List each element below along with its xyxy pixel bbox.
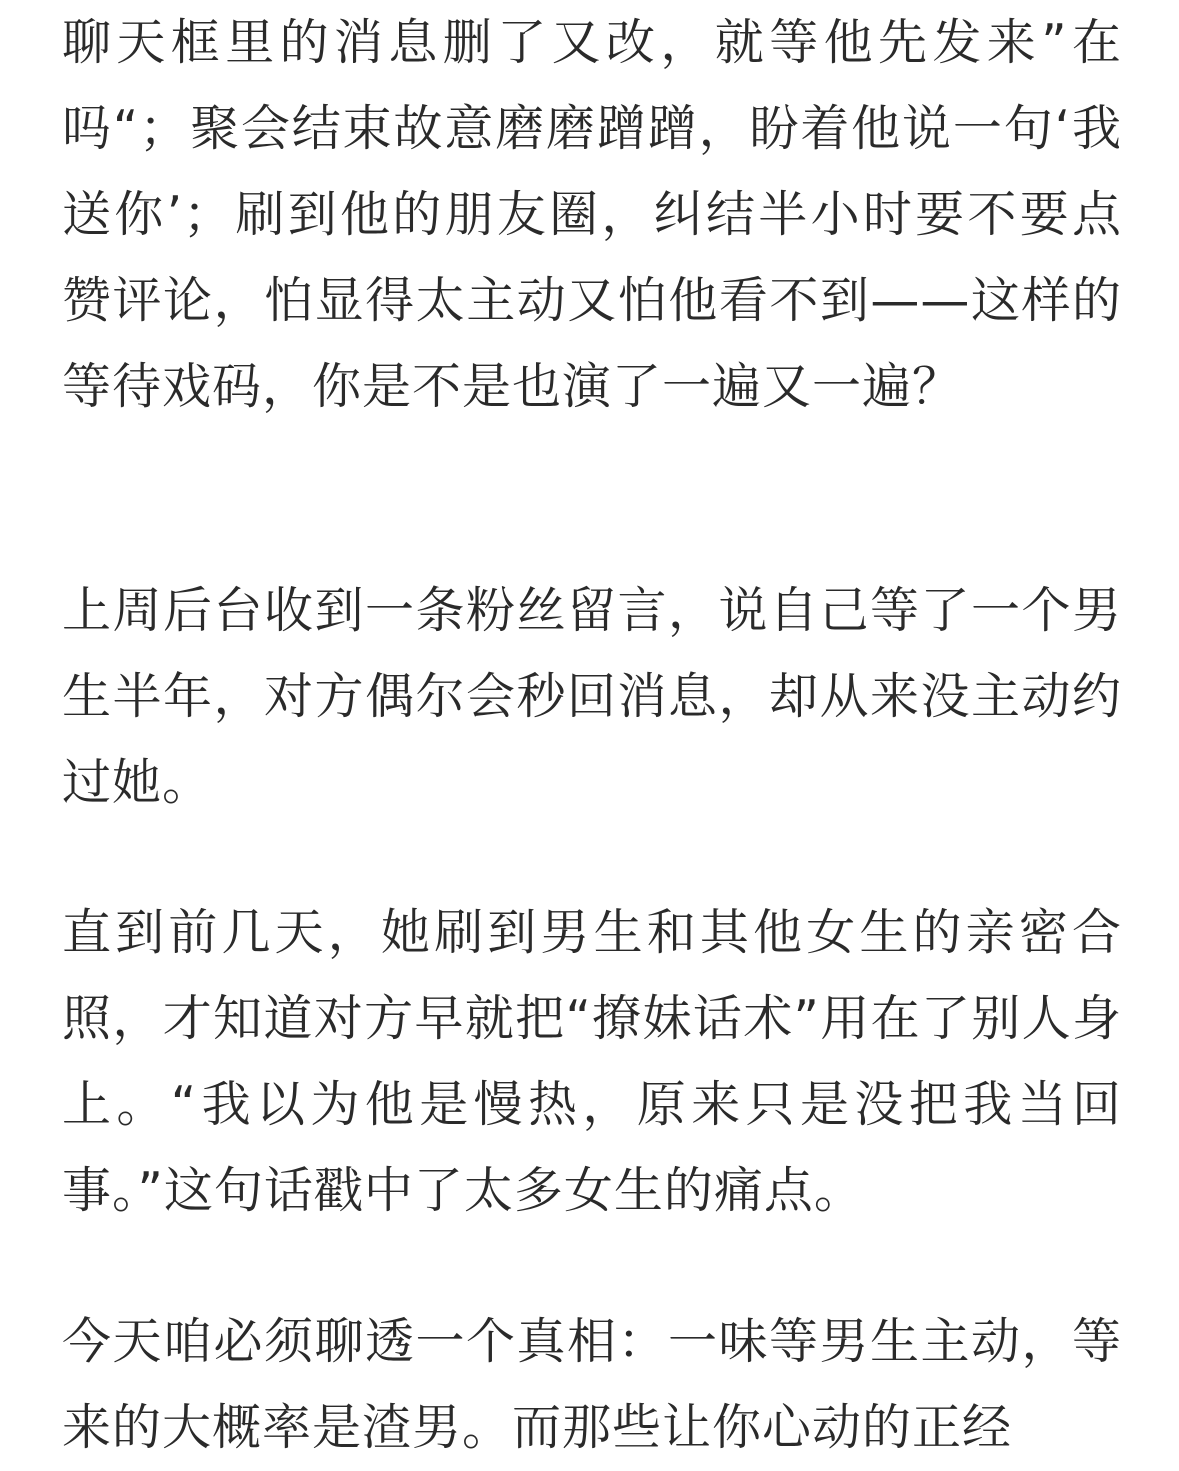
- paragraph-discovery: 直到前几天，她刷到男生和其他女生的亲密合照，才知道对方早就把“撩妹话术”用在了别人身上。“我以为他是慢热，原来只是没把我当回事。”这句话戳中了太多女生的痛点。: [62, 904, 1122, 1219]
- paragraph-truth: 今天咱必须聊透一个真相：一味等男生主动，等来的大概率是渣男。而那些让你心动的正经: [62, 1313, 1122, 1456]
- paragraph-fan-message: 上周后台收到一条粉丝留言，说自己等了一个男生半年，对方偶尔会秒回消息，却从来没主动约过她。: [62, 582, 1122, 811]
- paragraph-waiting-scenarios: 聊天框里的消息删了又改，就等他先发来”在吗“；聚会结束故意磨磨蹭蹭，盼着他说一句‘我送你’；刷到他的朋友圈，纠结半小时要不要点赞评论，怕显得太主动又怕他看不到——这样的等待戏码，你是不是也演了一遍又一遍？: [62, 14, 1122, 415]
